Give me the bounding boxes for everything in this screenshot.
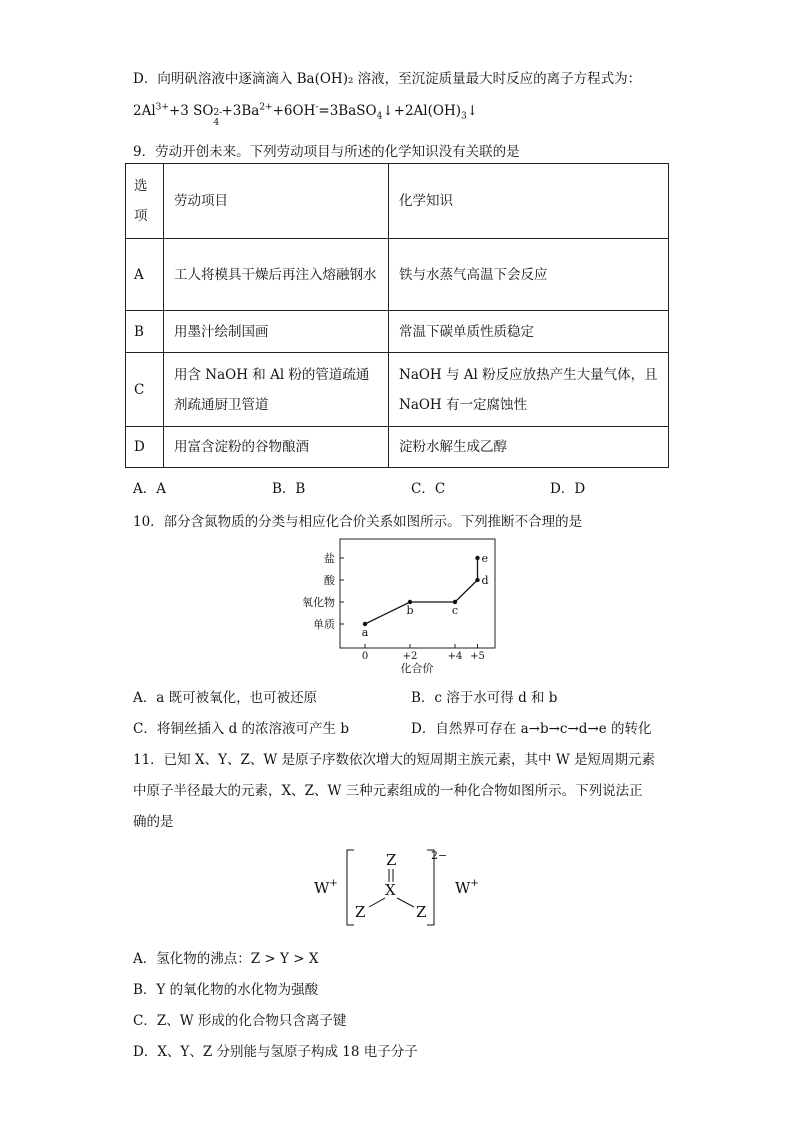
- compound-structure: [310, 845, 500, 930]
- row-item: 用含 NaOH 和 Al 粉的管道疏通剂疏通厨卫管道: [164, 353, 389, 427]
- data-point-e: [475, 556, 479, 560]
- y-category-label: 盐: [324, 552, 335, 565]
- data-label-e: e: [481, 552, 489, 565]
- table-row: [126, 239, 669, 311]
- table-row: [126, 353, 669, 427]
- q10-option-a[interactable]: A．a 既可被氧化，也可被还原: [133, 690, 318, 706]
- q9-answer-d[interactable]: D．D: [550, 481, 586, 497]
- series-line: [365, 558, 478, 624]
- y-category-label: 氧化物: [302, 596, 335, 609]
- nitrogen-valence-chart: [295, 535, 505, 675]
- row-option: A: [126, 239, 164, 311]
- q9-answer-a[interactable]: A．A: [133, 481, 166, 497]
- q8-option-d: D．向明矾溶液中逐滴滴入 Ba(OH)₂ 溶液，至沉淀质量最大时反应的离子方程式为：: [133, 71, 642, 87]
- row-knowledge: 铁与水蒸气高温下会反应: [389, 239, 669, 311]
- x-tick-label: +2: [402, 651, 418, 662]
- row-knowledge: 常温下碳单质性质稳定: [389, 311, 669, 353]
- table-header-row: [126, 164, 669, 239]
- q11-stem-line1: 11．已知 X、Y、Z、W 是原子序数依次增大的短周期主族元素，其中 W 是短周期元素: [133, 752, 655, 768]
- row-option: C: [126, 353, 164, 427]
- row-item: 工人将模具干燥后再注入熔融钢水: [164, 239, 389, 311]
- header-labor-item: 劳动项目: [164, 164, 389, 239]
- row-item: 用墨汁绘制国画: [164, 311, 389, 353]
- q11-option-d[interactable]: D．X、Y、Z 分别能与氢原子构成 18 电子分子: [133, 1044, 418, 1060]
- right-cation: W+: [455, 878, 479, 897]
- q11-option-a[interactable]: A．氢化物的沸点：Z > Y > X: [133, 951, 319, 967]
- row-knowledge: 淀粉水解生成乙醇: [389, 427, 669, 468]
- x-tick-label: 0: [361, 651, 369, 662]
- left-bracket: [347, 850, 354, 925]
- q9-stem: 9．劳动开创未来。下列劳动项目与所述的化学知识没有关联的是: [133, 144, 520, 160]
- y-category-label: 单质: [313, 618, 335, 631]
- data-label-a: a: [361, 626, 369, 639]
- header-chem-knowledge: 化学知识: [389, 164, 669, 239]
- row-knowledge: NaOH 与 Al 粉反应放热产生大量气体，且 NaOH 有一定腐蚀性: [389, 353, 669, 427]
- data-label-b: b: [406, 604, 414, 617]
- data-label-d: d: [481, 574, 489, 587]
- center-atom: X: [385, 881, 396, 899]
- q10-option-d[interactable]: D．自然界可存在 a→b→c→d→e 的转化: [411, 721, 652, 737]
- x-tick-label: +4: [447, 651, 463, 662]
- data-point-d: [475, 578, 479, 582]
- left-ligand: Z: [355, 903, 366, 921]
- top-ligand: Z: [386, 851, 397, 869]
- single-bond-left: [369, 898, 385, 907]
- q10-stem: 10．部分含氮物质的分类与相应化合价关系如图所示。下列推断不合理的是: [133, 514, 583, 530]
- header-option: 选项: [126, 164, 164, 239]
- q10-option-c[interactable]: C．将铜丝插入 d 的浓溶液可产生 b: [133, 721, 349, 737]
- table-row: [126, 311, 669, 353]
- q10-option-b[interactable]: B．c 溶于水可得 d 和 b: [411, 690, 558, 706]
- q9-answer-b[interactable]: B．B: [272, 481, 306, 497]
- left-cation: W+: [314, 878, 338, 897]
- table-row: [126, 427, 669, 468]
- data-label-c: c: [451, 604, 459, 617]
- single-bond-right: [397, 898, 414, 907]
- right-ligand: Z: [416, 903, 427, 921]
- labor-table: [125, 163, 669, 468]
- row-option: D: [126, 427, 164, 468]
- ionic-equation: $2Al^{3+}+3$ SO 2- 4 $+3Ba^{2+}+6OH^-=3BaSO_4↓+2Al(OH)_3↓$: [133, 102, 479, 128]
- q11-option-c[interactable]: C．Z、W 形成的化合物只含离子键: [133, 1013, 347, 1029]
- q9-answer-c[interactable]: C．C: [411, 481, 446, 497]
- row-item: 用富含淀粉的谷物酿酒: [164, 427, 389, 468]
- row-option: B: [126, 311, 164, 353]
- q11-option-b[interactable]: B．Y 的氧化物的水化物为强酸: [133, 982, 319, 998]
- q11-stem-line2: 中原子半径最大的元素，X、Z、W 三种元素组成的一种化合物如图所示。下列说法正: [133, 783, 643, 799]
- anion-charge: 2−: [431, 849, 448, 862]
- x-axis-label: 化合价: [400, 662, 434, 675]
- q11-stem-line3: 确的是: [133, 814, 174, 830]
- x-tick-label: +5: [470, 651, 485, 662]
- y-category-label: 酸: [324, 574, 335, 587]
